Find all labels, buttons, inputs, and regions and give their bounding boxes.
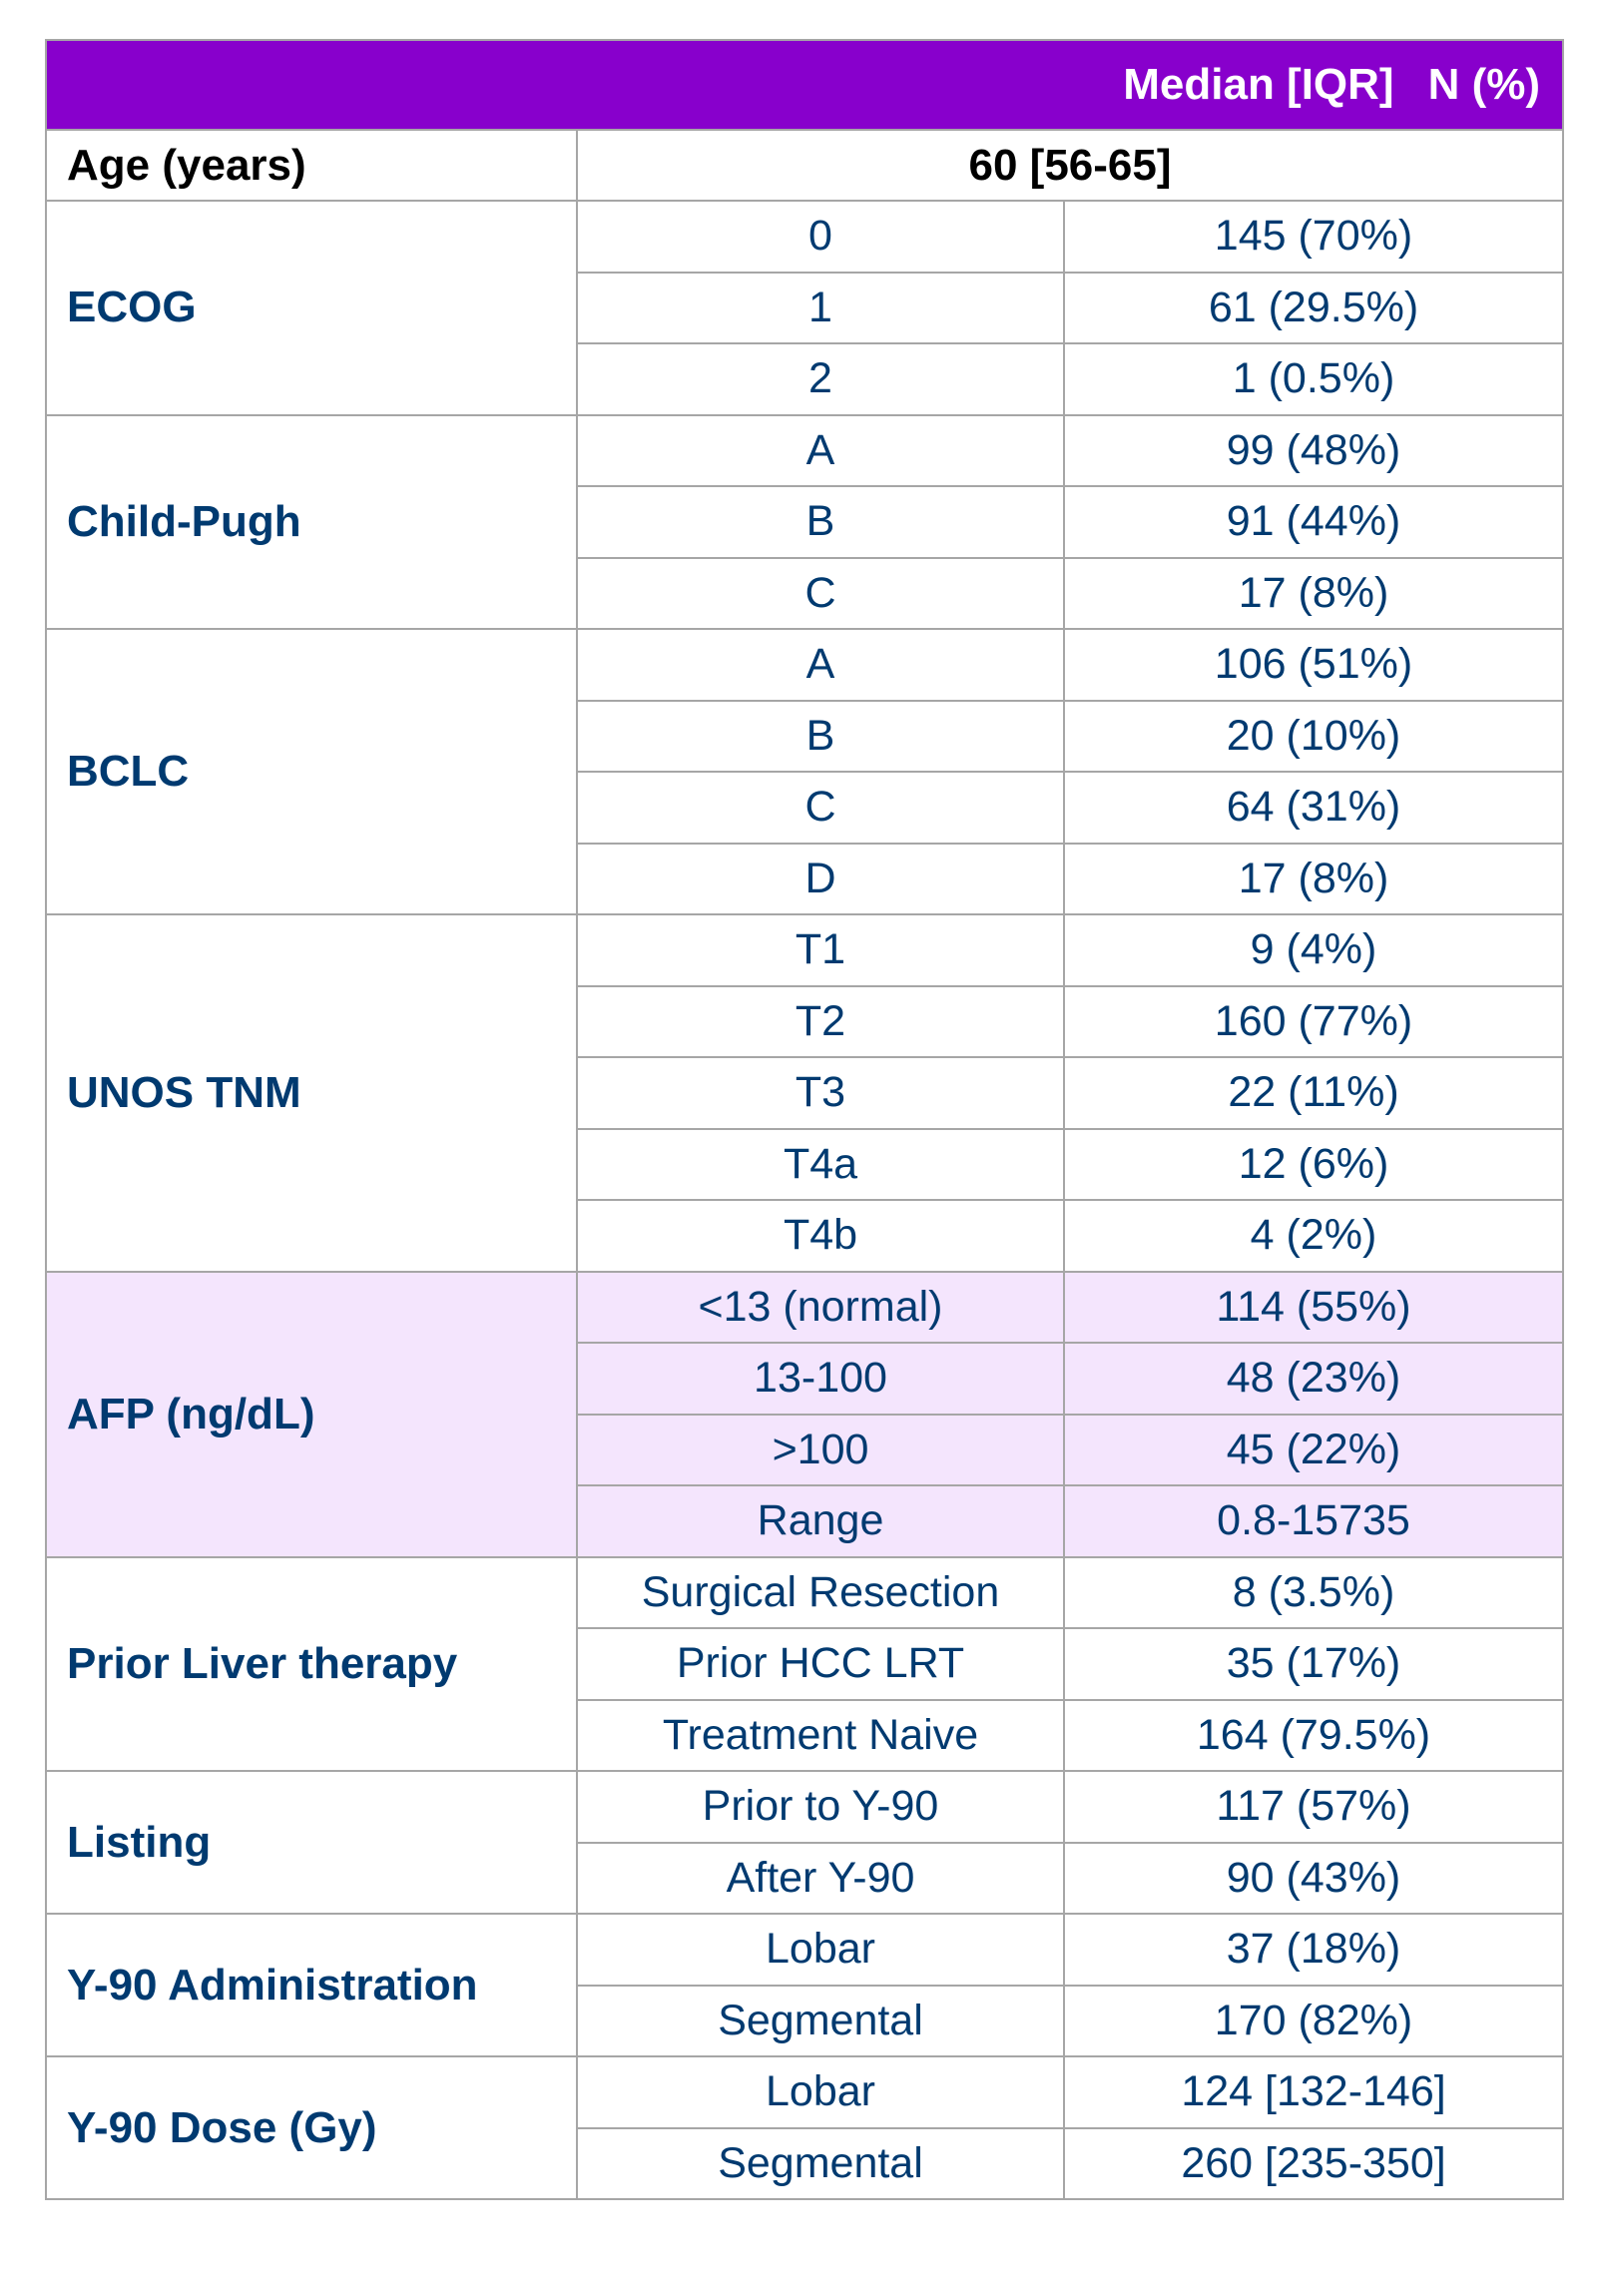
category-cell: T4b [577, 1200, 1064, 1272]
value-cell: 37 (18%) [1064, 1914, 1563, 1986]
value-cell: 91 (44%) [1064, 486, 1563, 558]
category-cell: >100 [577, 1415, 1064, 1486]
table-row [46, 201, 1563, 273]
value-cell: 17 (8%) [1064, 844, 1563, 915]
category-cell: T1 [577, 914, 1064, 986]
table-row [46, 415, 1563, 487]
age-label: Age (years) [46, 130, 577, 201]
value-cell: 99 (48%) [1064, 415, 1563, 487]
category-cell: Treatment Naive [577, 1700, 1064, 1772]
value-cell: 164 (79.5%) [1064, 1700, 1563, 1772]
category-cell: C [577, 558, 1064, 630]
category-cell: T3 [577, 1057, 1064, 1129]
value-cell: 64 (31%) [1064, 772, 1563, 844]
value-cell: 8 (3.5%) [1064, 1557, 1563, 1629]
value-cell: 170 (82%) [1064, 1986, 1563, 2057]
value-cell: 145 (70%) [1064, 201, 1563, 273]
category-cell: 1 [577, 273, 1064, 344]
value-cell: 22 (11%) [1064, 1057, 1563, 1129]
table-row [46, 629, 1563, 701]
table-row [46, 1771, 1563, 1843]
table-row [46, 2056, 1563, 2128]
value-cell: 9 (4%) [1064, 914, 1563, 986]
table-row [46, 1557, 1563, 1629]
value-cell: 106 (51%) [1064, 629, 1563, 701]
category-cell: Lobar [577, 2056, 1064, 2128]
value-cell: 0.8-15735 [1064, 1485, 1563, 1557]
group-label-child-pugh: Child-Pugh [46, 415, 577, 630]
category-cell: 0 [577, 201, 1064, 273]
category-cell: Surgical Resection [577, 1557, 1064, 1629]
category-cell: Prior to Y-90 [577, 1771, 1064, 1843]
age-row [46, 130, 1563, 201]
value-cell: 117 (57%) [1064, 1771, 1563, 1843]
category-cell: T2 [577, 986, 1064, 1058]
value-cell: 124 [132-146] [1064, 2056, 1563, 2128]
group-label-bclc: BCLC [46, 629, 577, 914]
category-cell: 2 [577, 343, 1064, 415]
value-cell: 90 (43%) [1064, 1843, 1563, 1915]
category-cell: T4a [577, 1129, 1064, 1201]
n-percent-header: N (%) [1427, 60, 1541, 109]
group-label-listing: Listing [46, 1771, 577, 1914]
category-cell: Segmental [577, 1986, 1064, 2057]
table-row-afp [46, 1272, 1563, 1344]
category-cell: After Y-90 [577, 1843, 1064, 1915]
category-cell: B [577, 701, 1064, 773]
value-cell: 114 (55%) [1064, 1272, 1563, 1344]
value-cell: 12 (6%) [1064, 1129, 1563, 1201]
table-row [46, 914, 1563, 986]
group-label-ecog: ECOG [46, 201, 577, 415]
value-cell: 45 (22%) [1064, 1415, 1563, 1486]
category-cell: D [577, 844, 1064, 915]
group-label-unos-tnm: UNOS TNM [46, 914, 577, 1272]
group-label-prior-liver-therapy: Prior Liver therapy [46, 1557, 577, 1772]
table-row [46, 1914, 1563, 1986]
category-cell: 13-100 [577, 1343, 1064, 1415]
value-cell: 20 (10%) [1064, 701, 1563, 773]
value-cell: 17 (8%) [1064, 558, 1563, 630]
value-cell: 48 (23%) [1064, 1343, 1563, 1415]
table-header-cell [46, 40, 1563, 130]
category-cell: <13 (normal) [577, 1272, 1064, 1344]
patient-characteristics-table [45, 39, 1564, 2200]
value-cell: 160 (77%) [1064, 986, 1563, 1058]
value-cell: 4 (2%) [1064, 1200, 1563, 1272]
category-cell: A [577, 415, 1064, 487]
category-cell: Segmental [577, 2128, 1064, 2200]
median-iqr-header: Median [IQR] [1123, 60, 1394, 109]
value-cell: 35 (17%) [1064, 1628, 1563, 1700]
table-header-row [46, 40, 1563, 130]
value-cell: 260 [235-350] [1064, 2128, 1563, 2200]
category-cell: A [577, 629, 1064, 701]
category-cell: Prior HCC LRT [577, 1628, 1064, 1700]
category-cell: Lobar [577, 1914, 1064, 1986]
age-value: 60 [56-65] [577, 130, 1563, 201]
category-cell: C [577, 772, 1064, 844]
value-cell: 61 (29.5%) [1064, 273, 1563, 344]
group-label-y90-dose: Y-90 Dose (Gy) [46, 2056, 577, 2199]
group-label-afp: AFP (ng/dL) [46, 1272, 577, 1557]
group-label-y90-administration: Y-90 Administration [46, 1914, 577, 2056]
value-cell: 1 (0.5%) [1064, 343, 1563, 415]
category-cell: B [577, 486, 1064, 558]
category-cell: Range [577, 1485, 1064, 1557]
